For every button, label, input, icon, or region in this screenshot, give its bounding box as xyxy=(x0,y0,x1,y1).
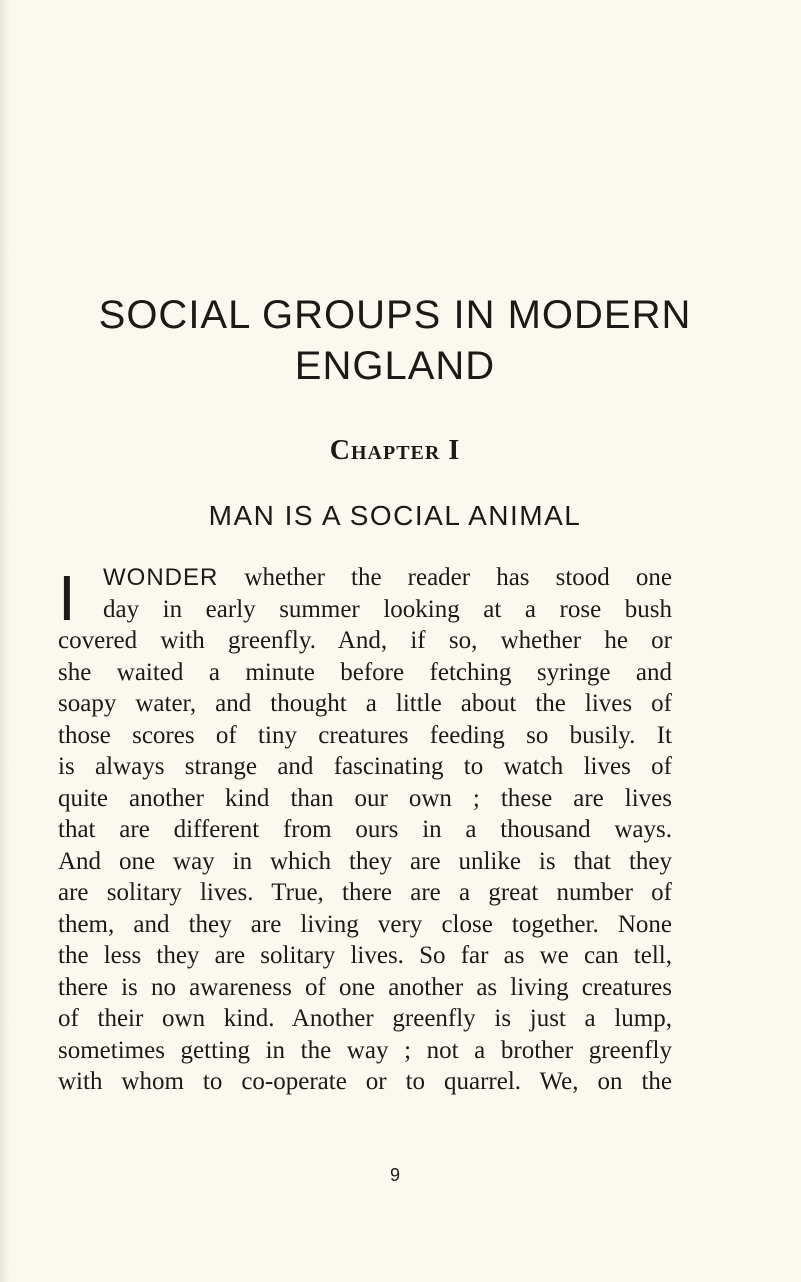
paragraph-line: day in early summer looking at a rose bush xyxy=(103,595,672,623)
paragraph-line: covered with greenfly. And, if so, whether he or xyxy=(58,627,672,654)
paragraph-line: those scores of tiny creatures feeding so busily. It xyxy=(58,721,672,749)
paragraph-line: she waited a minute before fetching syringe and xyxy=(58,658,672,686)
book-title-line-2: ENGLAND xyxy=(294,344,496,388)
paragraph-line: them, and they are living very close together. None xyxy=(58,910,672,938)
page-gutter-shadow xyxy=(0,0,10,1282)
body-paragraph xyxy=(58,562,672,1098)
book-title-line-1: SOCIAL GROUPS IN MODERN xyxy=(98,293,692,337)
paragraph-line-text: whether the reader has stood one xyxy=(218,564,672,591)
paragraph-line: sometimes getting in the way ; not a brother greenfly xyxy=(58,1036,672,1064)
chapter-heading: Chapter I xyxy=(329,435,461,466)
drop-cap: I xyxy=(58,570,76,626)
paragraph-line xyxy=(58,562,672,594)
first-word: WONDER xyxy=(103,564,219,591)
paragraph-line: with whom to co-operate or to quarrel. We, on the xyxy=(58,1068,672,1095)
paragraph-line: are solitary lives. True, there are a great number of xyxy=(58,879,672,906)
paragraph-line: there is no awareness of one another as living creatures xyxy=(58,973,672,1001)
chapter-title: MAN IS A SOCIAL ANIMAL xyxy=(208,500,582,531)
paragraph-line: quite another kind than our own ; these are lives xyxy=(58,784,672,812)
paragraph-line: that are different from ours in a thousand ways. xyxy=(58,816,672,843)
paragraph-line: of their own kind. Another greenfly is just a lump, xyxy=(58,1005,672,1032)
paragraph-line: the less they are solitary lives. So far as we can tell, xyxy=(58,942,672,969)
paragraph-line: is always strange and fascinating to watch lives of xyxy=(58,753,672,780)
page-number: 9 xyxy=(389,1165,400,1185)
paragraph-line: And one way in which they are unlike is that they xyxy=(58,847,672,875)
paragraph-line: soapy water, and thought a little about the lives of xyxy=(58,690,672,717)
